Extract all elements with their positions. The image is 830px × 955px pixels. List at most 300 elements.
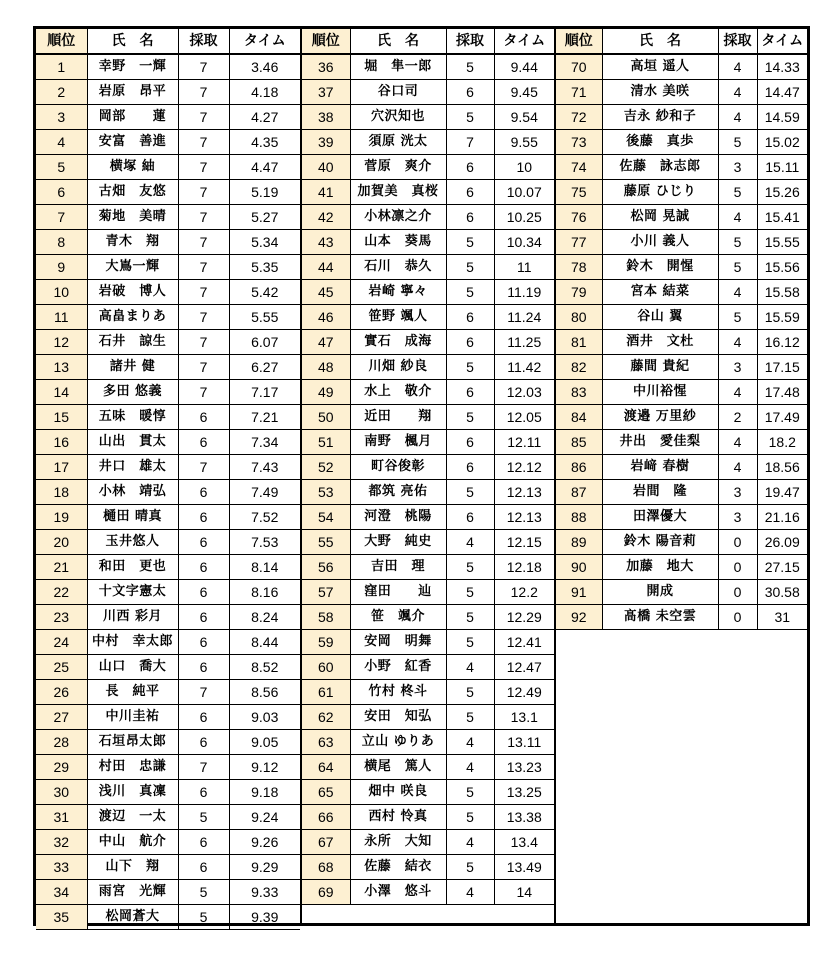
catch-cell: 7: [178, 255, 229, 280]
rank-cell: 81: [556, 330, 602, 355]
rank-cell: 69: [302, 880, 350, 905]
rank-cell: 37: [302, 80, 350, 105]
name-cell: 小川 義人: [602, 230, 718, 255]
catch-cell: 7: [178, 180, 229, 205]
catch-cell: 7: [178, 54, 229, 80]
rank-cell: 9: [36, 255, 87, 280]
catch-cell: 7: [178, 755, 229, 780]
catch-cell: 7: [178, 380, 229, 405]
catch-cell: 4: [446, 730, 494, 755]
time-cell: 7.34: [229, 430, 300, 455]
header-catch: 採取: [718, 29, 757, 54]
catch-cell: 6: [178, 605, 229, 630]
name-cell: 和田 更也: [87, 555, 178, 580]
header-name: 氏 名: [87, 29, 178, 54]
table-row: [302, 380, 554, 405]
catch-cell: 7: [178, 280, 229, 305]
catch-cell: 6: [178, 530, 229, 555]
time-cell: 15.58: [757, 280, 807, 305]
name-cell: 中村 幸太郎: [87, 630, 178, 655]
time-cell: 12.49: [494, 680, 554, 705]
catch-cell: 6: [446, 455, 494, 480]
table-row: [302, 555, 554, 580]
catch-cell: 5: [446, 805, 494, 830]
time-cell: 16.12: [757, 330, 807, 355]
rank-cell: 67: [302, 830, 350, 855]
table-row: [302, 480, 554, 505]
name-cell: 樋田 晴真: [87, 505, 178, 530]
catch-cell: 5: [446, 255, 494, 280]
rank-cell: 55: [302, 530, 350, 555]
catch-cell: 4: [718, 54, 757, 80]
table-row: [36, 280, 300, 305]
catch-cell: 7: [178, 355, 229, 380]
rank-cell: 22: [36, 580, 87, 605]
table-row: [556, 430, 807, 455]
rank-cell: 34: [36, 880, 87, 905]
time-cell: 9.24: [229, 805, 300, 830]
name-cell: 永所 大知: [350, 830, 446, 855]
catch-cell: 5: [446, 780, 494, 805]
rank-cell: 13: [36, 355, 87, 380]
catch-cell: 6: [446, 380, 494, 405]
catch-cell: 5: [718, 305, 757, 330]
table-row: [556, 405, 807, 430]
time-cell: 17.49: [757, 405, 807, 430]
catch-cell: 0: [718, 555, 757, 580]
catch-cell: 0: [718, 580, 757, 605]
name-cell: 菅原 爽介: [350, 155, 446, 180]
time-cell: 6.27: [229, 355, 300, 380]
catch-cell: 5: [178, 805, 229, 830]
name-cell: 穴沢知也: [350, 105, 446, 130]
table-row: [36, 705, 300, 730]
catch-cell: 6: [178, 705, 229, 730]
table-row: [302, 405, 554, 430]
time-cell: 12.18: [494, 555, 554, 580]
rank-cell: 80: [556, 305, 602, 330]
time-cell: 12.2: [494, 580, 554, 605]
catch-cell: 6: [446, 180, 494, 205]
catch-cell: 4: [718, 105, 757, 130]
table-row: [302, 655, 554, 680]
header-time: タイム: [229, 29, 300, 54]
rank-cell: 11: [36, 305, 87, 330]
table-row: [302, 205, 554, 230]
catch-cell: 7: [178, 230, 229, 255]
rank-cell: 79: [556, 280, 602, 305]
name-cell: 長 純平: [87, 680, 178, 705]
rank-cell: 59: [302, 630, 350, 655]
rank-cell: 63: [302, 730, 350, 755]
name-cell: 加藤 地大: [602, 555, 718, 580]
rank-cell: 70: [556, 54, 602, 80]
name-cell: 岩破 博人: [87, 280, 178, 305]
time-cell: 15.59: [757, 305, 807, 330]
name-cell: 玉井悠人: [87, 530, 178, 555]
table-row: [36, 680, 300, 705]
time-cell: 13.23: [494, 755, 554, 780]
header-row: [302, 29, 554, 54]
time-cell: 12.15: [494, 530, 554, 555]
time-cell: 12.29: [494, 605, 554, 630]
name-cell: 髙橋 未空雲: [602, 605, 718, 630]
table-row: [302, 880, 554, 905]
rank-cell: 86: [556, 455, 602, 480]
time-cell: 12.13: [494, 480, 554, 505]
time-cell: 9.45: [494, 80, 554, 105]
time-cell: 12.41: [494, 630, 554, 655]
name-cell: 岡部 蓮: [87, 105, 178, 130]
time-cell: 13.38: [494, 805, 554, 830]
rank-cell: 56: [302, 555, 350, 580]
catch-cell: 6: [446, 305, 494, 330]
rank-cell: 45: [302, 280, 350, 305]
table-row: [36, 105, 300, 130]
time-cell: 12.47: [494, 655, 554, 680]
name-cell: 加賀美 真桜: [350, 180, 446, 205]
name-cell: 中川圭祐: [87, 705, 178, 730]
rank-cell: 28: [36, 730, 87, 755]
time-cell: 5.34: [229, 230, 300, 255]
name-cell: 古畑 友悠: [87, 180, 178, 205]
rank-cell: 84: [556, 405, 602, 430]
table-row: [36, 430, 300, 455]
rank-cell: 78: [556, 255, 602, 280]
table-row: [556, 580, 807, 605]
time-cell: 11.24: [494, 305, 554, 330]
rank-cell: 21: [36, 555, 87, 580]
table-row: [36, 630, 300, 655]
catch-cell: 0: [718, 605, 757, 630]
rank-cell: 64: [302, 755, 350, 780]
results-block-3: [556, 29, 807, 630]
rank-cell: 49: [302, 380, 350, 405]
time-cell: 4.35: [229, 130, 300, 155]
table-row: [36, 180, 300, 205]
rank-cell: 88: [556, 505, 602, 530]
rank-cell: 76: [556, 205, 602, 230]
rank-cell: 14: [36, 380, 87, 405]
rank-cell: 35: [36, 905, 87, 930]
rank-cell: 30: [36, 780, 87, 805]
time-cell: 31: [757, 605, 807, 630]
time-cell: 10.07: [494, 180, 554, 205]
rank-cell: 27: [36, 705, 87, 730]
name-cell: 青木 翔: [87, 230, 178, 255]
rank-cell: 41: [302, 180, 350, 205]
table-row: [556, 530, 807, 555]
table-row: [302, 54, 554, 80]
time-cell: 4.27: [229, 105, 300, 130]
name-cell: 町谷俊彰: [350, 455, 446, 480]
time-cell: 11.42: [494, 355, 554, 380]
time-cell: 7.43: [229, 455, 300, 480]
table-row: [556, 280, 807, 305]
time-cell: 27.15: [757, 555, 807, 580]
catch-cell: 3: [718, 480, 757, 505]
catch-cell: 7: [446, 130, 494, 155]
rank-cell: 32: [36, 830, 87, 855]
time-cell: 10.25: [494, 205, 554, 230]
name-cell: 南野 楓月: [350, 430, 446, 455]
header-rank: 順位: [36, 29, 87, 54]
table-row: [36, 54, 300, 80]
rank-cell: 24: [36, 630, 87, 655]
name-cell: 小林 靖弘: [87, 480, 178, 505]
rank-cell: 50: [302, 405, 350, 430]
table-row: [302, 330, 554, 355]
catch-cell: 6: [178, 505, 229, 530]
table-row: [556, 355, 807, 380]
name-cell: 大野 純史: [350, 530, 446, 555]
table-row: [302, 255, 554, 280]
catch-cell: 6: [446, 330, 494, 355]
time-cell: 9.55: [494, 130, 554, 155]
table-row: [302, 180, 554, 205]
rank-cell: 46: [302, 305, 350, 330]
catch-cell: 7: [178, 205, 229, 230]
rank-cell: 75: [556, 180, 602, 205]
name-cell: 笹 颯介: [350, 605, 446, 630]
time-cell: 21.16: [757, 505, 807, 530]
header-rank: 順位: [302, 29, 350, 54]
table-row: [36, 305, 300, 330]
catch-cell: 4: [718, 205, 757, 230]
catch-cell: 3: [718, 155, 757, 180]
catch-cell: 6: [178, 855, 229, 880]
table-row: [36, 405, 300, 430]
time-cell: 15.55: [757, 230, 807, 255]
rank-cell: 3: [36, 105, 87, 130]
time-cell: 19.47: [757, 480, 807, 505]
catch-cell: 6: [178, 555, 229, 580]
name-cell: 堀 隼一郎: [350, 54, 446, 80]
rank-cell: 74: [556, 155, 602, 180]
time-cell: 9.33: [229, 880, 300, 905]
table-row: [36, 455, 300, 480]
time-cell: 12.13: [494, 505, 554, 530]
table-row: [36, 380, 300, 405]
time-cell: 13.1: [494, 705, 554, 730]
table-row: [36, 530, 300, 555]
catch-cell: 6: [446, 505, 494, 530]
time-cell: 15.02: [757, 130, 807, 155]
time-cell: 3.46: [229, 54, 300, 80]
catch-cell: 7: [178, 130, 229, 155]
name-cell: 山本 葵馬: [350, 230, 446, 255]
rank-cell: 48: [302, 355, 350, 380]
rank-cell: 5: [36, 155, 87, 180]
table-row: [556, 105, 807, 130]
table-row: [556, 555, 807, 580]
name-cell: 村田 忠謙: [87, 755, 178, 780]
table-row: [36, 655, 300, 680]
name-cell: 菊地 美晴: [87, 205, 178, 230]
table-row: [556, 505, 807, 530]
rank-cell: 89: [556, 530, 602, 555]
catch-cell: 6: [446, 205, 494, 230]
rank-cell: 39: [302, 130, 350, 155]
name-cell: 後藤 真歩: [602, 130, 718, 155]
name-cell: 岩崎 寧々: [350, 280, 446, 305]
name-cell: 高垣 遥人: [602, 54, 718, 80]
name-cell: 宮本 結菜: [602, 280, 718, 305]
time-cell: 7.49: [229, 480, 300, 505]
table-row: [302, 630, 554, 655]
name-cell: 安富 善進: [87, 130, 178, 155]
time-cell: 7.17: [229, 380, 300, 405]
table-row: [302, 755, 554, 780]
time-cell: 17.15: [757, 355, 807, 380]
table-row: [36, 230, 300, 255]
catch-cell: 5: [718, 130, 757, 155]
time-cell: 13.4: [494, 830, 554, 855]
rank-cell: 53: [302, 480, 350, 505]
name-cell: 中川裕惺: [602, 380, 718, 405]
name-cell: 窪田 辿: [350, 580, 446, 605]
catch-cell: 6: [178, 780, 229, 805]
catch-cell: 5: [446, 54, 494, 80]
time-cell: 7.53: [229, 530, 300, 555]
catch-cell: 5: [446, 355, 494, 380]
time-cell: 5.42: [229, 280, 300, 305]
time-cell: 14: [494, 880, 554, 905]
table-row: [556, 255, 807, 280]
catch-cell: 4: [446, 830, 494, 855]
name-cell: 竹村 柊斗: [350, 680, 446, 705]
time-cell: 30.58: [757, 580, 807, 605]
name-cell: 雨宮 光輝: [87, 880, 178, 905]
name-cell: 松岡 晃誠: [602, 205, 718, 230]
catch-cell: 6: [178, 580, 229, 605]
name-cell: 大嶌一輝: [87, 255, 178, 280]
catch-cell: 5: [718, 180, 757, 205]
table-row: [36, 130, 300, 155]
catch-cell: 5: [446, 855, 494, 880]
name-cell: 鈴木 陽音莉: [602, 530, 718, 555]
catch-cell: 2: [718, 405, 757, 430]
catch-cell: 4: [718, 330, 757, 355]
name-cell: 佐藤 結衣: [350, 855, 446, 880]
rank-cell: 33: [36, 855, 87, 880]
name-cell: 岩間 隆: [602, 480, 718, 505]
name-cell: 山出 貫太: [87, 430, 178, 455]
name-cell: 立山 ゆりあ: [350, 730, 446, 755]
catch-cell: 5: [446, 680, 494, 705]
name-cell: 谷口司: [350, 80, 446, 105]
rank-cell: 6: [36, 180, 87, 205]
catch-cell: 5: [446, 555, 494, 580]
time-cell: 15.26: [757, 180, 807, 205]
name-cell: 小野 紅香: [350, 655, 446, 680]
rank-cell: 43: [302, 230, 350, 255]
time-cell: 8.16: [229, 580, 300, 605]
time-cell: 9.39: [229, 905, 300, 930]
name-cell: 渡辺 一太: [87, 805, 178, 830]
time-cell: 6.07: [229, 330, 300, 355]
rank-cell: 57: [302, 580, 350, 605]
name-cell: 横尾 篤人: [350, 755, 446, 780]
rank-cell: 65: [302, 780, 350, 805]
catch-cell: 5: [446, 605, 494, 630]
rank-cell: 91: [556, 580, 602, 605]
name-cell: 都筑 亮佑: [350, 480, 446, 505]
header-name: 氏 名: [602, 29, 718, 54]
header-catch: 採取: [178, 29, 229, 54]
name-cell: 岩﨑 春樹: [602, 455, 718, 480]
table-row: [36, 355, 300, 380]
rank-cell: 36: [302, 54, 350, 80]
rank-cell: 85: [556, 430, 602, 455]
rank-cell: 47: [302, 330, 350, 355]
catch-cell: 7: [178, 155, 229, 180]
catch-cell: 4: [718, 455, 757, 480]
catch-cell: 5: [446, 230, 494, 255]
time-cell: 15.11: [757, 155, 807, 180]
name-cell: 開成: [602, 580, 718, 605]
rank-cell: 19: [36, 505, 87, 530]
rank-cell: 10: [36, 280, 87, 305]
results-block-2: [302, 29, 554, 905]
name-cell: 藤原 ひじり: [602, 180, 718, 205]
catch-cell: 5: [446, 280, 494, 305]
time-cell: 8.44: [229, 630, 300, 655]
table-row: [302, 155, 554, 180]
time-cell: 4.18: [229, 80, 300, 105]
catch-cell: 0: [718, 530, 757, 555]
table-row: [302, 605, 554, 630]
rank-cell: 90: [556, 555, 602, 580]
results-table: [36, 29, 300, 930]
table-row: [556, 205, 807, 230]
time-cell: 9.03: [229, 705, 300, 730]
table-row: [36, 755, 300, 780]
time-cell: 18.2: [757, 430, 807, 455]
time-cell: 9.26: [229, 830, 300, 855]
name-cell: 中山 航介: [87, 830, 178, 855]
time-cell: 4.47: [229, 155, 300, 180]
time-cell: 5.55: [229, 305, 300, 330]
time-cell: 5.19: [229, 180, 300, 205]
name-cell: 井口 雄太: [87, 455, 178, 480]
name-cell: 松岡蒼大: [87, 905, 178, 930]
catch-cell: 7: [178, 330, 229, 355]
table-row: [556, 330, 807, 355]
rank-cell: 73: [556, 130, 602, 155]
catch-cell: 6: [178, 430, 229, 455]
rank-cell: 58: [302, 605, 350, 630]
time-cell: 7.52: [229, 505, 300, 530]
name-cell: 川畑 紗良: [350, 355, 446, 380]
name-cell: 山下 翔: [87, 855, 178, 880]
rank-cell: 23: [36, 605, 87, 630]
rank-cell: 54: [302, 505, 350, 530]
table-row: [302, 130, 554, 155]
time-cell: 14.33: [757, 54, 807, 80]
catch-cell: 5: [718, 230, 757, 255]
table-row: [302, 830, 554, 855]
catch-cell: 7: [178, 80, 229, 105]
table-row: [556, 130, 807, 155]
time-cell: 14.59: [757, 105, 807, 130]
table-row: [556, 230, 807, 255]
catch-cell: 4: [446, 655, 494, 680]
catch-cell: 4: [718, 430, 757, 455]
table-row: [302, 780, 554, 805]
rank-cell: 29: [36, 755, 87, 780]
table-row: [36, 330, 300, 355]
